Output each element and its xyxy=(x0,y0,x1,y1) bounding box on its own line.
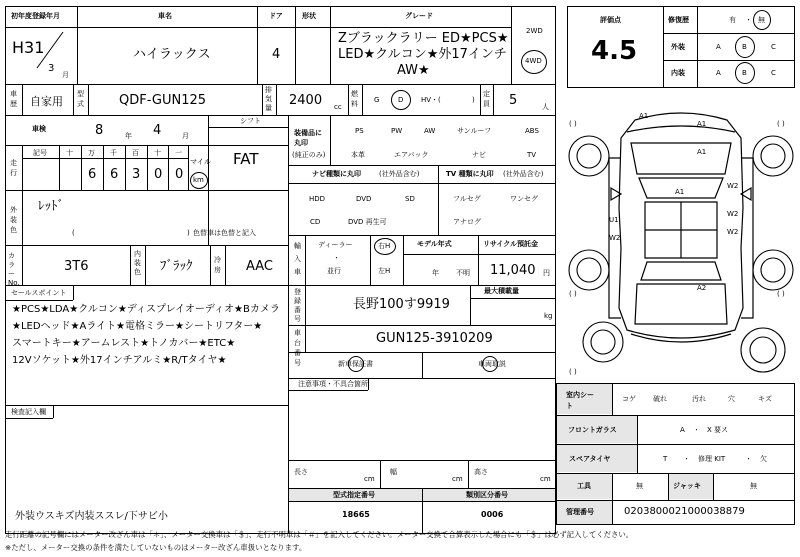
mileage-digit-1: 6 xyxy=(88,167,97,182)
category-label: 類別区分番号 xyxy=(466,491,508,499)
chassis-value: GUN125-3910209 xyxy=(376,331,493,346)
tire-rear-left-outer xyxy=(569,250,609,290)
usage-value: 自家用 xyxy=(30,95,63,108)
color-label: 外装色 xyxy=(10,206,17,234)
interior-color-value: ﾌﾞﾗｯｸ xyxy=(160,259,193,274)
mileage-label: 走行 xyxy=(10,159,17,177)
spare-tire-dot2: ・ xyxy=(745,455,752,463)
registration-value: 長野100す9919 xyxy=(353,297,450,312)
equipment-navi: ナビ xyxy=(472,151,486,159)
fuel-close: ) xyxy=(472,96,475,104)
import-parallel: 並行 xyxy=(327,267,341,275)
capacity-value: 5 xyxy=(509,93,518,108)
cc-unit: cc xyxy=(334,103,342,111)
width-label: 幅 xyxy=(390,468,397,476)
mark-9: A2 xyxy=(697,284,707,292)
tire-front-right-outer xyxy=(753,136,793,176)
mileage-header-1: 万 xyxy=(88,149,95,157)
spare-tire-dot: ・ xyxy=(683,455,690,463)
grade-label: グレード xyxy=(405,12,433,20)
spare-tire-kit: 修理 KIT xyxy=(698,455,726,463)
interior-c: C xyxy=(771,69,776,77)
cargo-bed xyxy=(635,284,727,324)
equipment-airbag: エアバック xyxy=(394,151,429,159)
interior-color-label: 内装色 xyxy=(134,250,141,276)
sales-point-line-3: 12Vソケット★外17インチアルミ★R/Tタイヤ★ xyxy=(12,355,227,366)
category-value: 0006 xyxy=(481,510,504,519)
length-unit: cm xyxy=(364,475,375,483)
mileage-header-2: 千 xyxy=(110,149,117,157)
ac-value: AAC xyxy=(246,259,273,274)
mark-3: A1 xyxy=(675,188,685,196)
exterior-a: A xyxy=(716,43,721,51)
import-dealer: ディーラー xyxy=(318,241,353,249)
jack-value: 無 xyxy=(750,482,757,490)
tv-fullseg: フルセグ xyxy=(453,195,481,203)
manual-label: 車両取説 xyxy=(478,360,506,368)
equipment-tv: TV xyxy=(527,151,537,159)
new-warranty-label: 新車保証書 xyxy=(338,360,373,368)
first-reg-month: 3 xyxy=(48,63,55,74)
interior-label: 内装 xyxy=(671,69,685,77)
tire-rear-right-inner xyxy=(761,258,785,282)
grade-line3: AW★ xyxy=(397,63,430,78)
tv-oneseg: ワンセグ xyxy=(510,195,538,203)
seat-item-0: コゲ xyxy=(622,395,636,403)
windshield-dot: ・ xyxy=(693,426,700,434)
seat-item-1: 破れ xyxy=(653,395,667,403)
mark-5: W2 xyxy=(727,210,739,218)
height-unit: cm xyxy=(540,475,551,483)
tv-analog: アナログ xyxy=(453,218,481,226)
hood xyxy=(631,143,731,174)
displacement-value: 2400 xyxy=(289,93,323,108)
import-label: 輸入車 xyxy=(294,242,301,276)
interior-b: B xyxy=(742,69,747,77)
jack-label: ジャッキ xyxy=(673,482,701,490)
sales-points-label: セールスポイント xyxy=(11,289,67,297)
mileage-header-4: 十 xyxy=(154,149,161,157)
length-label: 長さ xyxy=(294,468,308,476)
registration-label: 登録番号 xyxy=(294,288,301,323)
tools-label: 工具 xyxy=(577,482,591,490)
usage-label: 車歴 xyxy=(10,90,17,108)
footer-line2: ※ただし、メーター交換の条件を満たしていないものはメーター改ざん車扱いとなります。 xyxy=(5,543,307,552)
mile-label: マイル xyxy=(190,158,211,166)
score-value: 4.5 xyxy=(591,36,638,66)
chassis-label: 車台番号 xyxy=(294,329,301,367)
drive-4wd: 4WD xyxy=(525,57,542,65)
mark-6: U1 xyxy=(609,216,619,224)
navi-sd: SD xyxy=(405,195,415,203)
tire-front-right-inner xyxy=(761,144,785,168)
mileage-header-5: 一 xyxy=(175,149,182,157)
color-value: ﾚｯﾄﾞ xyxy=(38,199,64,214)
tire-fr-label: ( ) xyxy=(777,120,785,128)
mileage-header-3: 百 xyxy=(132,149,139,157)
tools-value: 無 xyxy=(636,482,643,490)
notes-label: 注意事項・不具合箇所 xyxy=(298,380,368,388)
designation-label: 型式指定番号 xyxy=(333,491,375,499)
navi-cd: CD xyxy=(310,218,321,226)
ac-label: 冷房 xyxy=(214,256,221,274)
grade-line2: LED★クルコン★外17インチ xyxy=(338,47,507,62)
shape-label: 形状 xyxy=(302,12,316,20)
fuel-d: D xyxy=(398,96,404,104)
import-rh: 右H xyxy=(378,242,391,250)
equipment-pw: PW xyxy=(391,127,403,135)
navi-dvd-play: DVD 再生可 xyxy=(348,218,387,226)
inspector-label: 検査記入欄 xyxy=(11,408,46,416)
car-damage-diagram xyxy=(565,98,797,380)
first-reg-era: H31 xyxy=(12,38,45,57)
recycle-unit: 円 xyxy=(543,269,550,277)
mark-7: W2 xyxy=(609,234,621,242)
model-value: QDF-GUN125 xyxy=(119,93,207,108)
car-name-label: 車名 xyxy=(158,12,172,20)
equipment-abs: ABS xyxy=(525,127,539,135)
month-unit: 月 xyxy=(62,71,69,79)
tv-label: TV 種類に丸印 xyxy=(446,170,494,178)
inspection-year-unit: 年 xyxy=(125,132,132,140)
inspection-label: 車検 xyxy=(32,125,46,133)
mileage-digit-2: 6 xyxy=(110,167,119,182)
management-label: 管理番号 xyxy=(566,508,594,516)
fuel-hv: HV・( xyxy=(421,96,441,104)
shift-value: FAT xyxy=(233,150,259,168)
fuel-g: G xyxy=(374,96,380,104)
color-paren-open: ( xyxy=(72,229,75,237)
score-label: 評価点 xyxy=(600,16,621,24)
model-year-label: モデル年式 xyxy=(417,240,452,248)
recycle-label: リサイクル預託金 xyxy=(483,240,539,248)
first-reg-label: 初年度登録年月 xyxy=(11,12,60,20)
max-load-label: 最大積載量 xyxy=(484,287,519,295)
mileage-record-label: 記号 xyxy=(33,149,47,157)
extra-tire-inner xyxy=(750,337,776,363)
inspection-month-unit: 月 xyxy=(182,132,189,140)
equipment-aw: AW xyxy=(424,127,436,135)
tire-front-left-inner xyxy=(577,144,601,168)
max-load-unit: kg xyxy=(544,312,553,320)
tire-rl-label: ( ) xyxy=(569,290,577,298)
spare-tire-label: スペアタイヤ xyxy=(569,455,611,463)
seat-label: 室内シート xyxy=(566,391,594,410)
tv-sub: (社外品含む) xyxy=(503,170,544,178)
capacity-unit: 人 xyxy=(542,103,549,111)
model-year-unknown: 不明 xyxy=(456,269,470,277)
mileage-header-0: 十 xyxy=(66,149,73,157)
interior-a: A xyxy=(716,69,721,77)
mark-2: A1 xyxy=(697,148,707,156)
door-label: ドア xyxy=(269,12,283,20)
shift-label: シフト xyxy=(240,117,261,125)
spare-tire-t: T xyxy=(663,455,668,463)
exterior-b: B xyxy=(742,43,747,51)
equipment-ps: PS xyxy=(355,127,364,135)
sales-point-line-2: スマートキー★アームレスト★トノカバー★ETC★ xyxy=(12,338,236,349)
fuel-label: 燃料 xyxy=(351,90,358,108)
seat-item-3: 穴 xyxy=(728,395,735,403)
mileage-digit-4: 0 xyxy=(154,167,163,182)
equipment-sublabel: (純正のみ) xyxy=(292,151,326,159)
drive-2wd: 2WD xyxy=(526,27,543,35)
equipment-sunroof: サンルーフ xyxy=(457,127,492,135)
rear-window xyxy=(641,262,721,280)
recycle-value: 11,040 xyxy=(490,263,536,278)
sales-point-line-0: ★PCS★LDA★クルコン★ディスプレイオーディオ★Bカメラ xyxy=(12,304,280,315)
mileage-digit-5: 0 xyxy=(175,167,184,182)
repair-no: 無 xyxy=(758,16,765,24)
exterior-label: 外装 xyxy=(671,43,685,51)
model-year-unit: 年 xyxy=(432,269,439,277)
tire-rr-label: ( ) xyxy=(777,290,785,298)
windshield-value: A xyxy=(680,426,685,434)
front-bumper xyxy=(627,126,735,132)
equipment-leather: 本革 xyxy=(351,151,365,159)
footer-line1: 走行距離の記号欄にはメーター改ざん車は「＊」、メーター交換車は「＄」、走行不明車は「＃」を記入してください。メーター交換で合算表示した場合にも「＄」は必ず記入してください。 xyxy=(5,530,634,539)
exterior-c: C xyxy=(771,43,776,51)
tire-fl-label: ( ) xyxy=(569,120,577,128)
model-label: 型式 xyxy=(77,90,84,108)
sales-point-line-1: ★LEDヘッド★Aライト★電格ミラー★シートリフター★ xyxy=(12,321,263,332)
seat-item-4: キズ xyxy=(758,395,772,403)
inspector-text: 外装ウスキズ内装ススレ/下サビ小 xyxy=(15,511,168,522)
equipment-label: 装備品に丸印 xyxy=(294,129,322,147)
km-label: km xyxy=(193,176,204,184)
mark-1: A1 xyxy=(697,120,707,128)
repair-yes: 有 xyxy=(729,16,736,24)
grade-line1: Zブラックラリー ED★PCS★ xyxy=(338,31,509,46)
spare-tire-inner xyxy=(591,330,615,354)
color-code-value: 3T6 xyxy=(64,259,89,274)
navi-hdd: HDD xyxy=(309,195,326,203)
car-name: ハイラックス xyxy=(133,47,211,62)
extra-tire-outer xyxy=(741,328,785,372)
color-note: 色替車は色替と記入 xyxy=(193,229,256,237)
width-unit: cm xyxy=(452,475,463,483)
navi-sub: (社外品含む) xyxy=(379,170,420,178)
navi-label: ナビ種類に丸印 xyxy=(312,170,361,178)
inspection-year: 8 xyxy=(95,123,104,138)
repair-dot: ・ xyxy=(745,16,752,24)
spare-tire-label: ( ) xyxy=(569,368,577,376)
height-label: 高さ xyxy=(474,468,488,476)
mark-4: W2 xyxy=(727,182,739,190)
displacement-label: 排気量 xyxy=(265,86,272,112)
capacity-label: 定員 xyxy=(483,90,490,108)
management-value: 0203800021000038879 xyxy=(624,506,745,517)
mark-8: W2 xyxy=(727,228,739,236)
navi-dvd: DVD xyxy=(356,195,372,203)
repair-label: 修復歴 xyxy=(668,16,689,24)
inspection-month: 4 xyxy=(153,123,162,138)
tire-front-left-outer xyxy=(569,136,609,176)
designation-value: 18665 xyxy=(342,510,370,519)
spare-tire-outer xyxy=(583,322,623,362)
windshield-replace: X 要ス xyxy=(707,426,729,434)
color-paren-close: ) xyxy=(187,229,190,237)
import-lh: 左H xyxy=(378,267,391,275)
mileage-digit-3: 3 xyxy=(132,167,141,182)
windshield-label: フロントガラス xyxy=(568,426,617,434)
spare-tire-none: 欠 xyxy=(760,455,767,463)
tire-rear-left-inner xyxy=(577,258,601,282)
tire-rear-right-outer xyxy=(753,250,793,290)
mark-0: A1 xyxy=(639,112,649,120)
door-value: 4 xyxy=(272,47,281,62)
seat-item-2: 汚れ xyxy=(692,395,706,403)
import-dot: ・ xyxy=(333,254,340,262)
color-code-label: カラーNo. xyxy=(8,252,20,287)
